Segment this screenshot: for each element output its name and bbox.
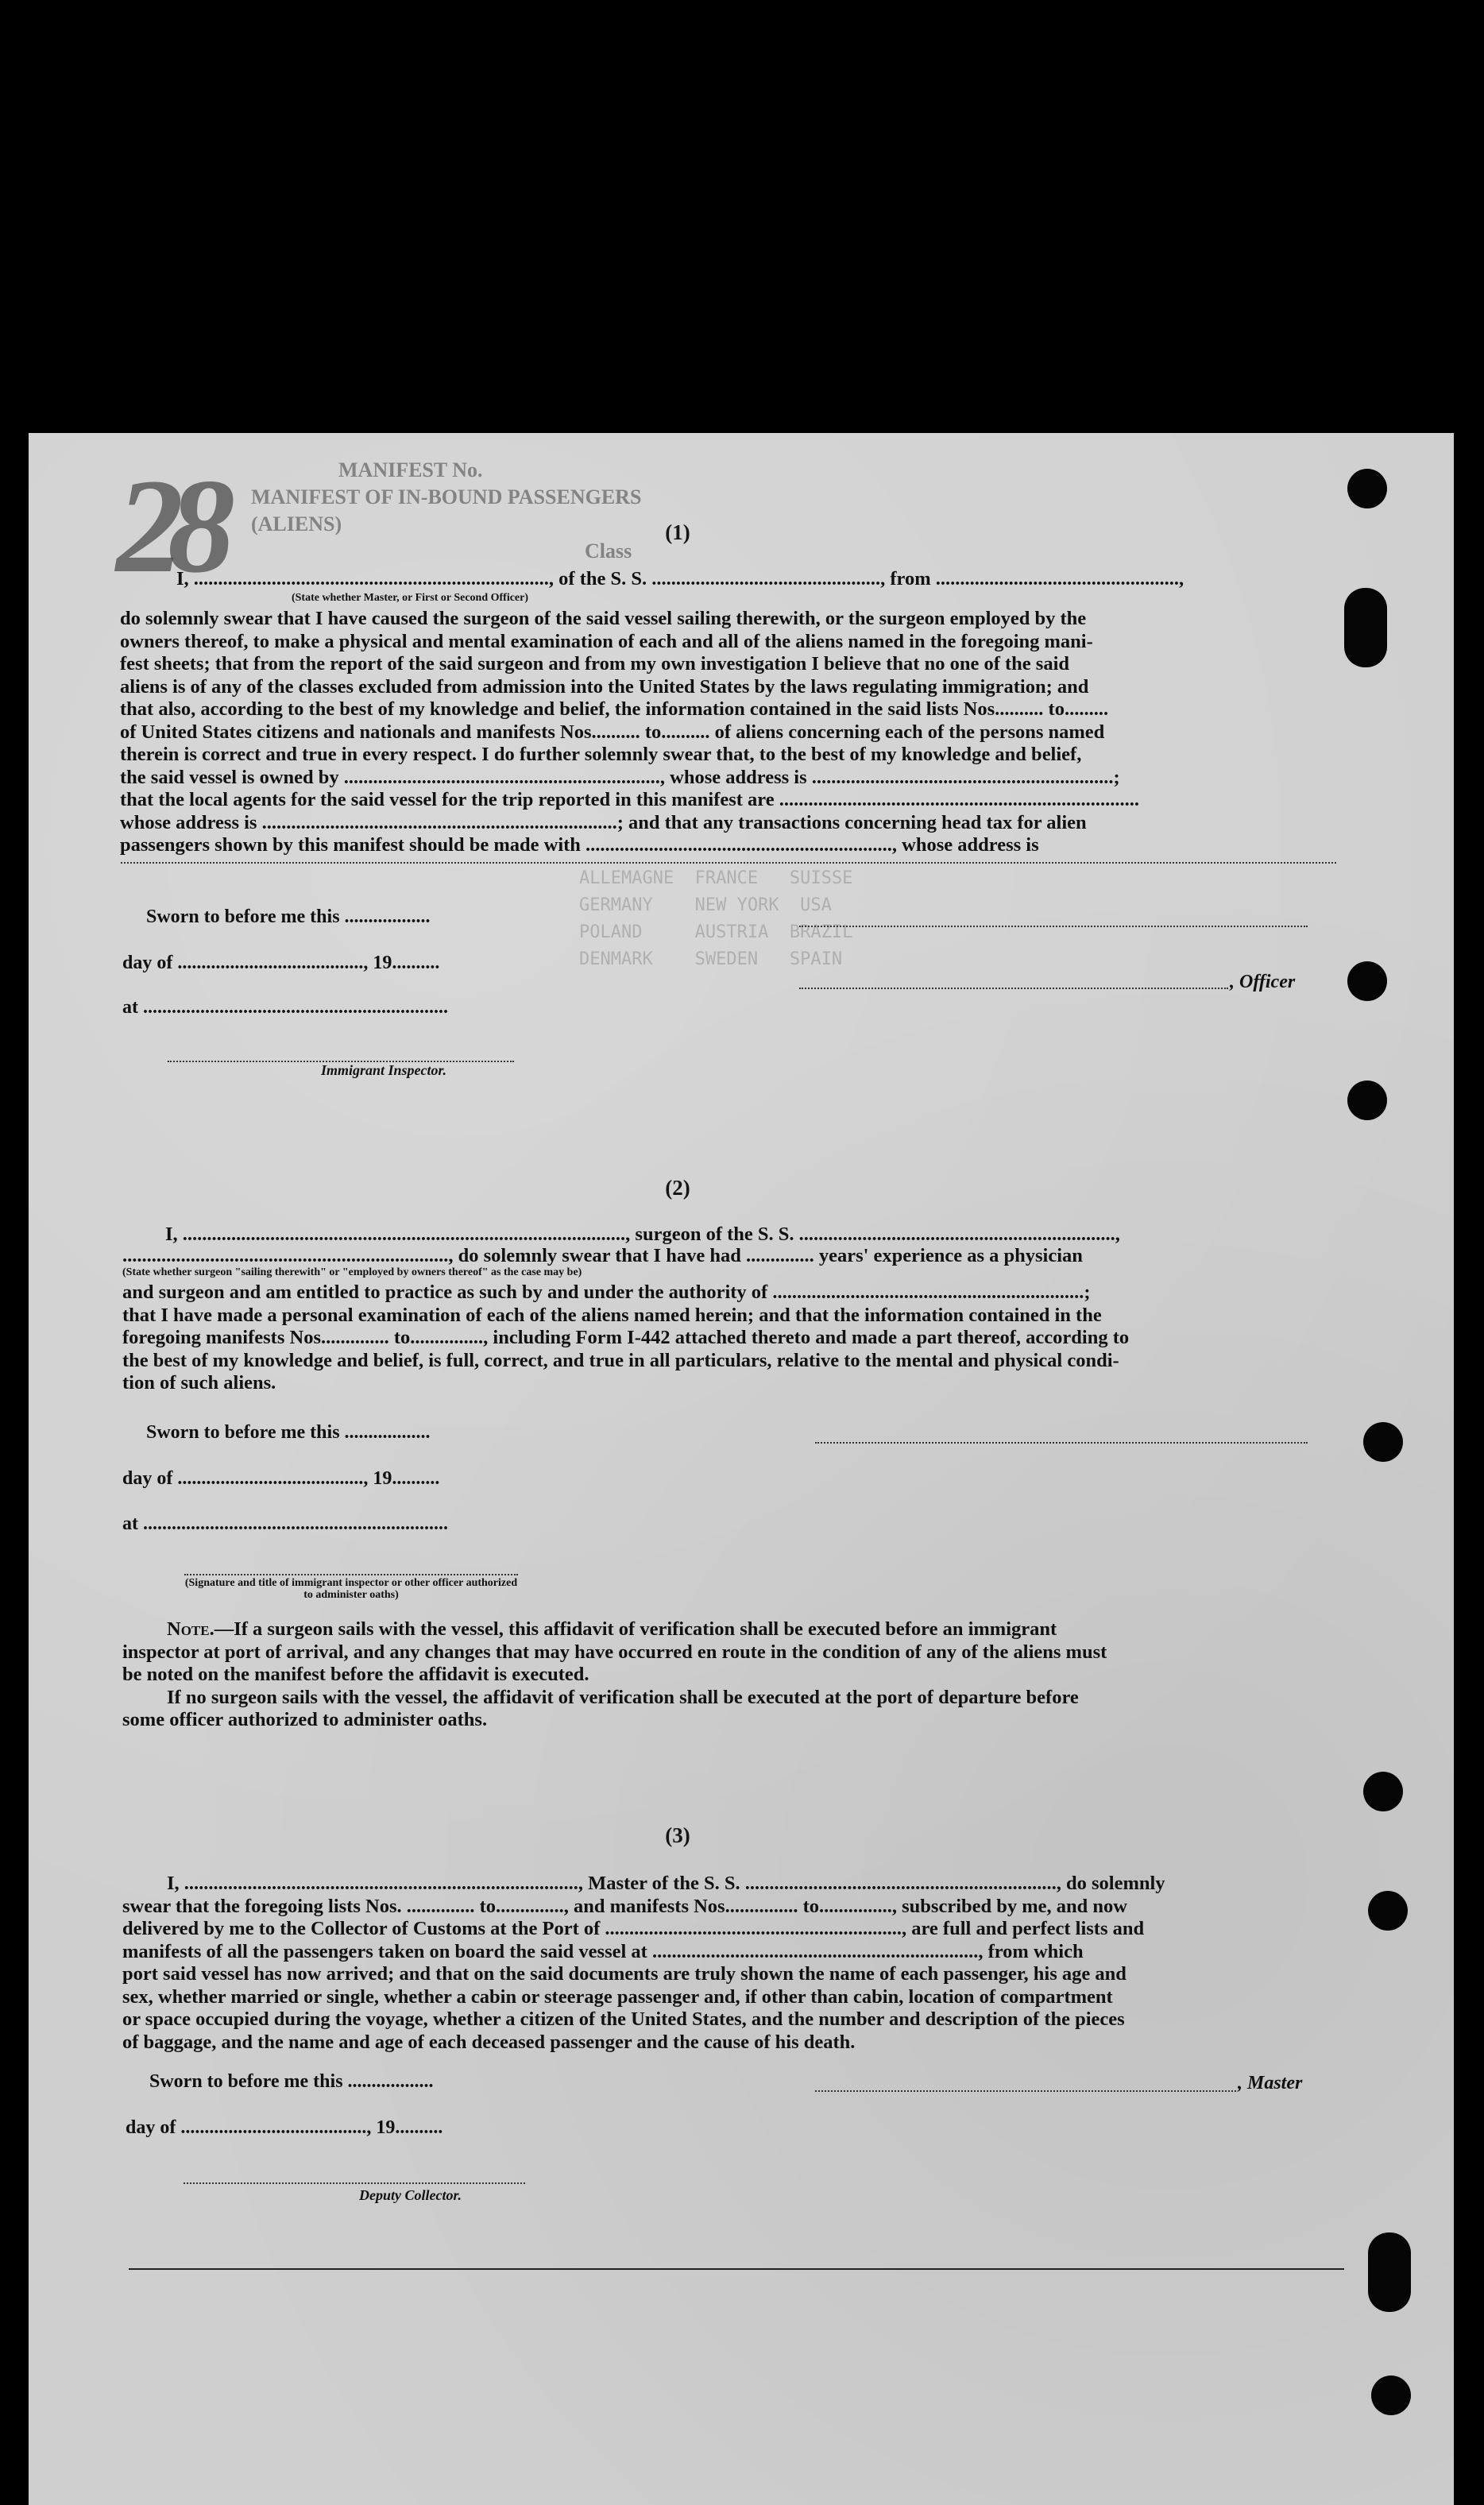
section-3-number: (3) bbox=[665, 1823, 690, 1847]
punch-hole-icon bbox=[1347, 469, 1387, 508]
bleed-through-text: ALLEMAGNE FRANCE SUISSE GERMANY NEW YORK USA POLAND AUSTRIA BRAZIL DENMARK SWEDEN SPAIN bbox=[578, 868, 853, 969]
manifest-sheet bbox=[29, 433, 1454, 2505]
bottom-rule bbox=[129, 2268, 1344, 2270]
handwritten-number: 28 bbox=[116, 451, 219, 601]
punch-hole-icon bbox=[1368, 2232, 1411, 2312]
section-2-signature-line bbox=[815, 1442, 1308, 1444]
punch-hole-icon bbox=[1371, 2375, 1411, 2415]
section-1-officer: , Officer bbox=[1230, 972, 1296, 992]
section-3-collector-line bbox=[184, 2182, 525, 2184]
section-1-number: (1) bbox=[665, 520, 690, 544]
punch-hole-icon bbox=[1344, 588, 1387, 667]
section-1-day: day of ......................................., 19.......... bbox=[122, 953, 440, 973]
section-2-body: and surgeon and am entitled to practice as such by and under the authority of ................................................................; that I have made a personal examination of each of the aliens named herein; and that the information contained in the foregoing manifests Nos.............. to..............., including Form I-442 attached thereto and made a part thereof, according to the best of my knowledge and belief, is full, correct, and true in all particulars, relative to the mental and physical condi- tion of such aliens. bbox=[122, 1281, 1130, 1394]
section-2-subcaption: (State whether surgeon "sailing therewith" or "employed by owners thereof" as the case may be) bbox=[122, 1266, 582, 1278]
section-1-subcaption: (State whether Master, or First or Second Officer) bbox=[291, 592, 529, 604]
note-label: Note. bbox=[167, 1618, 214, 1640]
header-stamp: MANIFEST No. MANIFEST OF IN-BOUND PASSENGERS (ALIENS) Class bbox=[251, 458, 642, 562]
punch-hole-icon bbox=[1347, 1080, 1387, 1120]
section-2-second-line: ..................................................................., do solemnly swear that I have had .............. years' experience as a physician bbox=[122, 1245, 1083, 1266]
punch-hole-icon bbox=[1347, 961, 1387, 1001]
section-2-signature-note: (Signature and title of immigrant inspector or other officer authorized to administer oaths) bbox=[184, 1577, 518, 1601]
section-2-note: Note.—If a surgeon sails with the vessel, this affidavit of verification shall be executed before an immigrant inspector at port of arrival, and any changes that may have occurred en route in the condition of any of the aliens must be noted on the manifest before the affidavit is executed. If no surgeon sails with the vessel, the affidavit of verification shall be executed at the port of departure before some officer authorized to administer oaths. bbox=[122, 1618, 1107, 1730]
section-3-body: I, ................................................................................., Master of the S. S. ................................................................, do solemnly swear that the foregoing lists Nos. .............. to.............., and manifests Nos............... to..............., subscribed by me, and now delivered by me to the Collector of Customs at the Port of ............................................................., are full and perfect lists and manifests of all the passengers taken on board the said vessel at ..................................................................., from which port said vessel has now arrived; and that on the said documents are truly shown the name of each passenger, his age and sex, whether married or single, whether a cabin or steerage passenger and, if other than cabin, location of compartment or space occupied during the voyage, whether a citizen of the United States, and the number and description of the pieces of baggage, and the name and age of each deceased passenger and the cause of his death. bbox=[122, 1873, 1165, 2053]
section-3-master: , Master bbox=[1238, 2073, 1303, 2093]
section-2-number: (2) bbox=[665, 1176, 690, 1200]
section-3-sworn: Sworn to before me this .................. bbox=[149, 2071, 434, 2092]
section-2-first-line: I, ..........................................................................................., surgeon of the S. S. ................................................................., bbox=[165, 1224, 1120, 1245]
section-3-collector-caption: Deputy Collector. bbox=[359, 2187, 462, 2203]
section-2-inspector-line bbox=[184, 1574, 518, 1575]
section-1-inspector-caption: Immigrant Inspector. bbox=[321, 1062, 447, 1078]
section-2-day: day of ......................................., 19.......... bbox=[122, 1468, 440, 1489]
section-2-at: at ................................................................ bbox=[122, 1513, 448, 1534]
section-1-body: do solemnly swear that I have caused the surgeon of the said vessel sailing therewith, or the surgeon employed by the owners thereof, to make a physical and mental examination of each and all of the aliens named in the foregoing mani- fest sheets; that from the report of the said surgeon and from my own investigation I believe that no one of the said aliens is of any of the classes excluded from admission into the United States by the laws regulating immigration; and that also, according to the best of my knowledge and belief, the information contained in the said lists Nos.......... to......... of United States citizens and nationals and manifests Nos.......... to.......... of aliens concerning each of the persons named therein is correct and true in every respect. I do further solemnly swear that, to the best of my knowledge and belief, the said vessel is owned by ................................................................., whose address is ..............................................................; that the local agents for the said vessel for the trip reported in this manifest are .......................................................................... whose address is .........................................................................; and that any transactions concerning head tax for alien passengers shown by this manifest should be made with ..............................................................., whose address is bbox=[120, 608, 1139, 856]
section-1-sworn: Sworn to before me this .................. bbox=[146, 907, 431, 927]
section-3-day: day of ......................................., 19.......... bbox=[126, 2117, 443, 2138]
punch-hole-icon bbox=[1363, 1772, 1403, 1811]
punch-hole-icon bbox=[1368, 1891, 1408, 1931]
section-3-signature-line bbox=[815, 2090, 1236, 2092]
punch-hole-icon bbox=[1363, 1422, 1403, 1462]
section-1-signature-line-2 bbox=[799, 988, 1228, 989]
section-1-first-line: I, ........................................................................., of the S. S. ..............................................., from .................................................., bbox=[176, 568, 1184, 590]
section-1-at: at ................................................................ bbox=[122, 997, 448, 1018]
section-1-signature-line-1 bbox=[799, 926, 1308, 927]
section-1-body-end-line bbox=[121, 862, 1336, 864]
section-2-sworn: Sworn to before me this .................. bbox=[146, 1422, 431, 1443]
